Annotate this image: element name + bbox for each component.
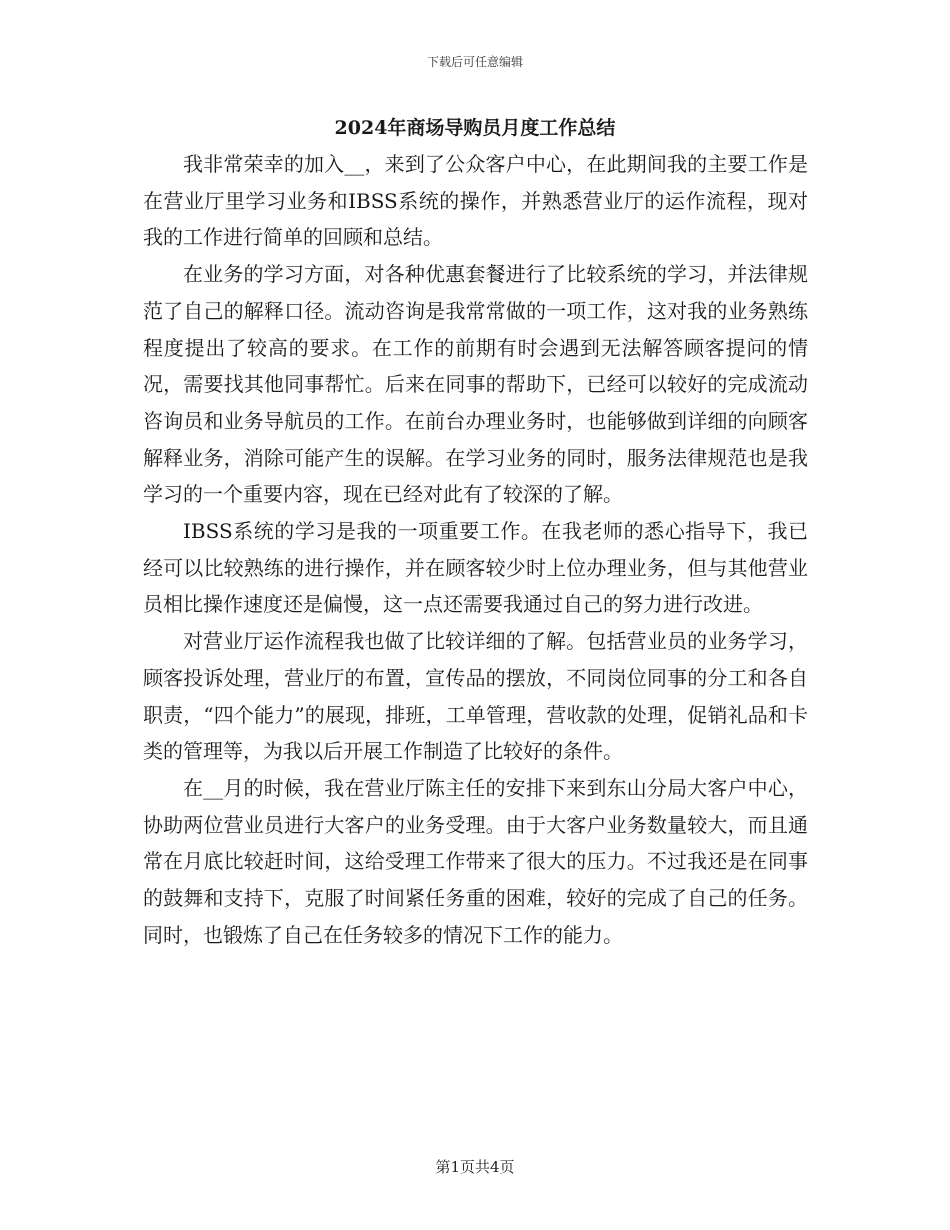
paragraph-intro: 我非常荣幸的加入__，来到了公众客户中心，在此期间我的主要工作是在营业厅里学习业务和IBSS系统的操作，并熟悉营业厅的运作流程，现对我的工作进行简单的回顾和总结。 bbox=[143, 152, 808, 250]
document-body bbox=[143, 146, 808, 953]
paragraph-key-customer-center: 在__月的时候，我在营业厅陈主任的安排下来到东山分局大客户中心，协助两位营业员进行大客户的业务受理。由于大客户业务数量较大，而且通常在月底比较赶时间，这给受理工作带来了很大的压力。不过我还是在同事的鼓舞和支持下，克服了时间紧任务重的困难，较好的完成了自己的任务。同时，也锻炼了自己在任务较多的情况下工作的能力。 bbox=[143, 775, 808, 947]
page-header-note: 下载后可任意编辑 bbox=[426, 55, 523, 69]
paragraph-business-learning: 在业务的学习方面，对各种优惠套餐进行了比较系统的学习，并法律规范了自己的解释口径。流动咨询是我常常做的一项工作，这对我的业务熟练程度提出了较高的要求。在工作的前期有时会遇到无法解答顾客提问的情况，需要找其他同事帮忙。后来在同事的帮助下，已经可以较好的完成流动咨询员和业务导航员的工作。在前台办理业务时，也能够做到详细的向顾客解释业务，消除可能产生的误解。在学习业务的同时，服务法律规范也是我学习的一个重要内容，现在已经对此有了较深的了解。 bbox=[143, 262, 808, 507]
document-title: 2024年商场导购员月度工作总结 bbox=[334, 117, 616, 139]
page-number: 第1页共4页 bbox=[435, 1158, 515, 1176]
paragraph-ibss-system: IBSS系统的学习是我的一项重要工作。在我老师的悉心指导下，我已经可以比较熟练的进行操作，并在顾客较少时上位办理业务，但与其他营业员相比操作速度还是偏慢，这一点还需要我通过自己的努力进行改进。 bbox=[143, 519, 808, 617]
paragraph-hall-workflow: 对营业厅运作流程我也做了比较详细的了解。包括营业员的业务学习，顾客投诉处理，营业厅的布置，宣传品的摆放，不同岗位同事的分工和各自职责，“四个能力”的展现，排班，工单管理，营收款的处理，促销礼品和卡类的管理等，为我以后开展工作制造了比较好的条件。 bbox=[143, 629, 808, 764]
